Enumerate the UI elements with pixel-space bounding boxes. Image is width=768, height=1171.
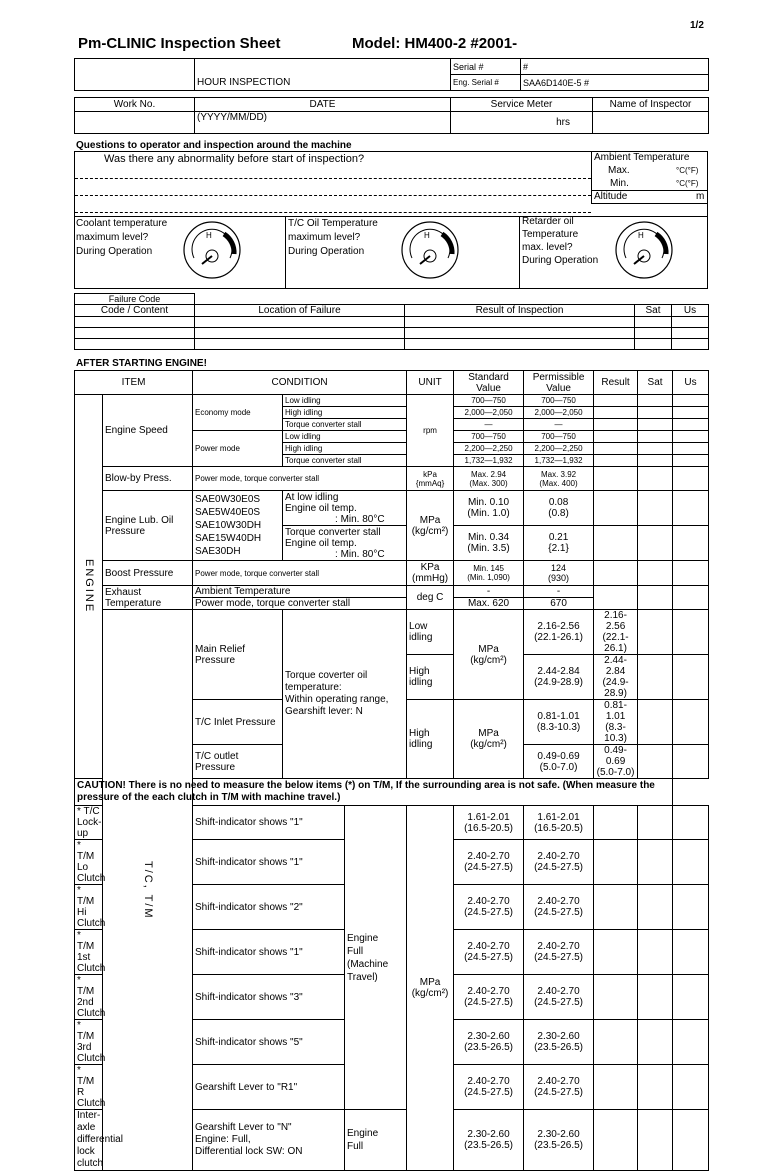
clutch-perm: 2.30-2.60 (23.5-26.5) (524, 1020, 594, 1065)
clutch-perm: 2.40-2.70 (24.5-27.5) (524, 1065, 594, 1110)
altitude-label: Altitude (594, 191, 628, 202)
economy-mode-label: Economy mode (193, 395, 283, 431)
lub-unit: MPa (kg/cm²) (407, 491, 454, 561)
clutch-condition: Shift-indicator shows "5" (193, 1020, 345, 1065)
mr-unit: MPa (kg/cm²) (454, 610, 524, 700)
inspector-field[interactable] (593, 112, 709, 134)
clutch-unit: MPa (kg/cm²) (407, 806, 454, 1171)
high-idling-label: High idling (283, 443, 407, 455)
result-cell[interactable] (594, 443, 638, 455)
sat-cell[interactable] (638, 431, 673, 443)
result-col-header: Result (594, 371, 638, 395)
exhaust-std: Max. 620 (454, 598, 524, 610)
ambient-label: Ambient Temperature (594, 152, 690, 163)
inspector-header: Name of Inspector (593, 98, 709, 112)
sat-cell[interactable] (638, 885, 673, 930)
us-cell[interactable] (673, 419, 709, 431)
us-cell[interactable] (673, 1065, 709, 1110)
clutch-perm: 2.40-2.70 (24.5-27.5) (524, 930, 594, 975)
clutch-std: 2.40-2.70 (24.5-27.5) (454, 840, 524, 885)
gauge-row-top (74, 216, 708, 217)
blowby-item: Blow-by Press. (103, 467, 193, 491)
power-mode-label: Power mode (193, 431, 283, 467)
coolant-question: Coolant temperature maximum level? During Operation (76, 218, 168, 257)
sat-cell[interactable] (673, 655, 709, 700)
exhaust-perm-ambient: - (524, 586, 594, 598)
sat-cell[interactable] (638, 455, 673, 467)
location-header: Location of Failure (195, 305, 405, 317)
interaxle-std: 2.30-2.60 (23.5-26.5) (454, 1110, 524, 1171)
low-idling-label: Low idling (283, 395, 407, 407)
high-idling-label: High idling (283, 407, 407, 419)
us-header: Us (672, 305, 709, 317)
result-cell[interactable] (594, 467, 638, 491)
mr-std-high: 2.44-2.84 (24.9-28.9) (524, 655, 594, 700)
result-cell[interactable] (594, 455, 638, 467)
us-cell[interactable] (673, 975, 709, 1020)
us-col-header: Us (673, 371, 709, 395)
sat-header: Sat (635, 305, 672, 317)
answer-line (75, 178, 591, 179)
standard-header: Standard Value (454, 371, 524, 395)
sat-cell[interactable] (638, 840, 673, 885)
condition-header: CONDITION (193, 371, 407, 395)
us-cell[interactable] (673, 840, 709, 885)
blowby-unit: kPa {mmAq} (407, 467, 454, 491)
exhaust-cond-ambient: Ambient Temperature (193, 586, 407, 598)
us-cell[interactable] (673, 491, 709, 526)
result-cell[interactable] (638, 610, 673, 655)
sat-cell[interactable] (638, 975, 673, 1020)
work-no-field[interactable] (75, 112, 195, 134)
sat-cell[interactable] (638, 930, 673, 975)
after-heading: AFTER STARTING ENGINE! (76, 358, 207, 369)
result-cell[interactable] (594, 1110, 638, 1171)
answer-line (75, 212, 591, 213)
result-cell[interactable] (638, 655, 673, 700)
main-relief-item: Main Relief Pressure (193, 610, 283, 700)
work-table (74, 97, 709, 134)
sat-cell[interactable] (638, 1110, 673, 1171)
speed-perm: 2,200—2,250 (524, 443, 594, 455)
us-cell[interactable] (673, 443, 709, 455)
result-cell[interactable] (594, 840, 638, 885)
blowby-std: Max. 2.94 (Max. 300) (454, 467, 524, 491)
coolant-gauge-icon[interactable] (180, 218, 244, 282)
result-cell[interactable] (594, 885, 638, 930)
clutch-std: 1.61-2.01 (16.5-20.5) (454, 806, 524, 840)
us-cell[interactable] (673, 431, 709, 443)
result-cell[interactable] (594, 407, 638, 419)
boost-std: Min. 145 (Min. 1,090) (454, 561, 524, 586)
retarder-gauge-icon[interactable] (612, 218, 676, 282)
clutch-perm: 2.40-2.70 (24.5-27.5) (524, 840, 594, 885)
outlet-perm: 0.49-0.69 (5.0-7.0) (594, 745, 638, 779)
clutch-item: * T/M R Clutch (75, 1065, 103, 1110)
lub-std-low: Min. 0.10 (Min. 1.0) (454, 491, 524, 526)
clutch-perm: 2.40-2.70 (24.5-27.5) (524, 885, 594, 930)
failure-code-header: Failure Code (75, 294, 195, 305)
gauge-divider (519, 216, 520, 289)
clutch-item: * T/M 3rd Clutch (75, 1020, 103, 1065)
sat-cell[interactable] (638, 491, 673, 526)
result-cell[interactable] (594, 930, 638, 975)
clutch-std: 2.40-2.70 (24.5-27.5) (454, 1065, 524, 1110)
mr-perm-high: 2.44-2.84 (24.9-28.9) (594, 655, 638, 700)
max-label: Max. (608, 165, 630, 176)
lub-cond-low: At low idling Engine oil temp. : Min. 80°C (283, 491, 407, 526)
speed-perm: — (524, 419, 594, 431)
speed-perm: 700—750 (524, 395, 594, 407)
svg-text:H: H (424, 231, 430, 240)
result-cell[interactable] (638, 745, 673, 779)
table-row (75, 339, 709, 350)
low-idling-label: Low idling (283, 431, 407, 443)
inlet-perm: 0.81-1.01 (8.3-10.3) (594, 700, 638, 745)
us-cell[interactable] (673, 1110, 709, 1171)
engine-full-machine-travel: Engine Full (Machine Travel) (345, 806, 407, 1110)
tc-oil-gauge-icon[interactable] (398, 218, 462, 282)
blowby-perm: Max. 3.92 (Max. 400) (524, 467, 594, 491)
tc-outlet-item: T/C outlet Pressure (193, 745, 283, 779)
clutch-item: * T/C Lock-up (75, 806, 103, 840)
clutch-item: * T/M Lo Clutch (75, 840, 103, 885)
serial-label: Serial # (451, 59, 521, 75)
item-header: ITEM (75, 371, 193, 395)
us-cell[interactable] (673, 885, 709, 930)
table-row (75, 317, 709, 328)
result-cell[interactable] (594, 975, 638, 1020)
max-unit: °C(°F) (676, 166, 699, 175)
clutch-std: 2.40-2.70 (24.5-27.5) (454, 930, 524, 975)
mr-std-low: 2.16-2.56 (22.1-26.1) (524, 610, 594, 655)
result-cell[interactable] (594, 419, 638, 431)
torque-stall-label: Torque converter stall (283, 455, 407, 467)
caution-note: CAUTION! There is no need to measure the below items (*) on T/M, If the surrounding area is not safe. (When measure the pressure of the each clutch in T/M with machine travel.) (75, 779, 673, 806)
interaxle-condition: Gearshift Lever to "N" Engine: Full, Differential lock SW: ON (193, 1110, 345, 1171)
abnormality-question: Was there any abnormality before start of inspection? (104, 153, 365, 165)
boost-perm: 124 (930) (524, 561, 594, 586)
speed-perm: 1,732—1,932 (524, 455, 594, 467)
interaxle-perm: 2.30-2.60 (23.5-26.5) (524, 1110, 594, 1171)
clutch-perm: 2.40-2.70 (24.5-27.5) (524, 975, 594, 1020)
page-title: Pm-CLINIC Inspection Sheet (78, 35, 281, 52)
table-row (75, 328, 709, 339)
speed-std: 2,200—2,250 (454, 443, 524, 455)
work-no-header: Work No. (75, 98, 195, 112)
result-cell[interactable] (594, 1065, 638, 1110)
page-number: 1/2 (690, 20, 704, 31)
us-cell[interactable] (673, 806, 709, 840)
lub-std-stall: Min. 0.34 (Min. 3.5) (454, 526, 524, 561)
questions-heading: Questions to operator and inspection around the machine (76, 140, 352, 151)
result-cell[interactable] (594, 491, 638, 526)
sat-cell[interactable] (638, 1065, 673, 1110)
ambient-divider (591, 190, 708, 191)
logo-cell (75, 59, 195, 91)
svg-text:H: H (638, 231, 644, 240)
retarder-question: Retarder oil Temperature max. level? During Operation (522, 216, 599, 266)
tc-unit: MPa (kg/cm²) (454, 700, 524, 779)
result-cell[interactable] (594, 806, 638, 840)
torque-stall-label: Torque converter stall (283, 419, 407, 431)
rpm-unit: rpm (407, 395, 454, 467)
sat-cell[interactable] (638, 806, 673, 840)
clutch-condition: Shift-indicator shows "1" (193, 806, 345, 840)
result-cell[interactable] (594, 526, 638, 561)
engine-speed-item: Engine Speed (103, 395, 193, 467)
sat-cell[interactable] (638, 467, 673, 491)
sat-cell[interactable] (638, 419, 673, 431)
sat-cell[interactable] (638, 407, 673, 419)
gauge-divider (285, 216, 286, 289)
unit-header: UNIT (407, 371, 454, 395)
eng-serial-field[interactable]: SAA6D140E-5 # (521, 75, 709, 91)
us-cell[interactable] (673, 455, 709, 467)
eng-serial-label: Eng. Serial # (451, 75, 521, 91)
clutch-item: * T/M Hi Clutch (75, 885, 103, 930)
sat-cell[interactable] (673, 610, 709, 655)
engine-section-label: ENGINE (75, 395, 103, 779)
code-content-header: Code / Content (75, 305, 195, 317)
us-cell[interactable] (673, 407, 709, 419)
speed-perm: 700—750 (524, 431, 594, 443)
speed-std: 1,732—1,932 (454, 455, 524, 467)
boost-item: Boost Pressure (103, 561, 193, 586)
sat-cell[interactable] (638, 526, 673, 561)
blowby-condition: Power mode, torque converter stall (193, 467, 407, 491)
serial-field[interactable]: # (521, 59, 709, 75)
clutch-item: * T/M 1st Clutch (75, 930, 103, 975)
mr-low-idling: Low idling (407, 610, 454, 655)
clutch-condition: Shift-indicator shows "1" (193, 840, 345, 885)
date-field[interactable]: (YYYY/MM/DD) (195, 112, 451, 134)
failure-table (74, 293, 709, 350)
us-cell[interactable] (673, 526, 709, 561)
tc-condition: Torque coverter oil temperature: Within operating range, Gearshift lever: N (283, 610, 407, 779)
speed-std: 2,000—2,050 (454, 407, 524, 419)
tc-oil-question: T/C Oil Temperature maximum level? During Operation (288, 218, 378, 257)
clutch-condition: Shift-indicator shows "1" (193, 930, 345, 975)
us-cell[interactable] (673, 561, 709, 586)
boost-unit: KPa (mmHg) (407, 561, 454, 586)
sat-cell[interactable] (638, 1020, 673, 1065)
mr-perm-low: 2.16-2.56 (22.1-26.1) (594, 610, 638, 655)
result-cell[interactable] (594, 431, 638, 443)
result-cell[interactable] (594, 1020, 638, 1065)
sat-cell[interactable] (673, 700, 709, 745)
model-title: Model: HM400-2 #2001- (352, 35, 518, 52)
lub-perm-stall: 0.21 {2.1} (524, 526, 594, 561)
us-cell[interactable] (673, 1020, 709, 1065)
altitude-unit: m (696, 191, 705, 202)
clutch-std: 2.30-2.60 (23.5-26.5) (454, 1020, 524, 1065)
svg-text:H: H (206, 231, 212, 240)
header-table (74, 58, 709, 91)
failure-blank (195, 294, 709, 305)
answer-line (75, 195, 591, 196)
exhaust-perm: 670 (524, 598, 594, 610)
sat-cell[interactable] (673, 745, 709, 779)
clutch-condition: Shift-indicator shows "2" (193, 885, 345, 930)
permissible-header: Permissible Value (524, 371, 594, 395)
result-cell[interactable] (594, 586, 638, 610)
oil-grades: SAE0W30E0S SAE5W40E0S SAE10W30DH SAE15W40DH SAE30DH (193, 491, 283, 561)
exhaust-std-ambient: - (454, 586, 524, 598)
sat-cell[interactable] (638, 395, 673, 407)
result-header: Result of Inspection (405, 305, 635, 317)
us-cell[interactable] (673, 395, 709, 407)
clutch-std: 2.40-2.70 (24.5-27.5) (454, 885, 524, 930)
min-label: Min. (610, 178, 629, 189)
speed-std: — (454, 419, 524, 431)
clutch-perm: 1.61-2.01 (16.5-20.5) (524, 806, 594, 840)
result-cell[interactable] (594, 561, 638, 586)
exhaust-item: Exhaust Temperature (103, 586, 193, 610)
result-cell[interactable] (638, 700, 673, 745)
lub-perm-low: 0.08 (0.8) (524, 491, 594, 526)
interaxle-engine-full: Engine Full (345, 1110, 407, 1171)
tc-inlet-item: T/C Inlet Pressure (193, 700, 283, 745)
speed-std: 700—750 (454, 431, 524, 443)
us-cell[interactable] (673, 467, 709, 491)
clutch-item: * T/M 2nd Clutch (75, 975, 103, 1020)
hour-inspection: HOUR INSPECTION (195, 59, 451, 91)
tc-high-idling: High idling (407, 700, 454, 779)
engine-table (74, 370, 709, 1171)
boost-condition: Power mode, torque converter stall (193, 561, 407, 586)
sat-cell[interactable] (638, 586, 673, 610)
us-cell[interactable] (673, 930, 709, 975)
sat-col-header: Sat (638, 371, 673, 395)
exhaust-cond-power: Power mode, torque converter stall (193, 598, 407, 610)
date-header: DATE (195, 98, 451, 112)
min-unit: °C(°F) (676, 179, 699, 188)
interaxle-item: Inter-axle differential lock clutch (75, 1110, 103, 1171)
sat-cell[interactable] (638, 443, 673, 455)
lub-oil-item: Engine Lub. Oil Pressure (103, 491, 193, 561)
service-meter-header: Service Meter (451, 98, 593, 112)
tc-section-label: T/C, T/M (103, 610, 193, 1171)
sat-cell[interactable] (638, 561, 673, 586)
speed-perm: 2,000—2,050 (524, 407, 594, 419)
speed-std: 700—750 (454, 395, 524, 407)
result-cell[interactable] (594, 395, 638, 407)
clutch-std: 2.40-2.70 (24.5-27.5) (454, 975, 524, 1020)
mr-high-idling: High idling (407, 655, 454, 700)
exhaust-unit: deg C (407, 586, 454, 610)
lub-cond-stall: Torque converter stall Engine oil temp. : Min. 80°C (283, 526, 407, 561)
outlet-std: 0.49-0.69 (5.0-7.0) (524, 745, 594, 779)
service-meter-field[interactable]: hrs (451, 112, 593, 134)
us-cell[interactable] (673, 586, 709, 610)
clutch-condition: Shift-indicator shows "3" (193, 975, 345, 1020)
inlet-std: 0.81-1.01 (8.3-10.3) (524, 700, 594, 745)
clutch-condition: Gearshift Lever to "R1" (193, 1065, 345, 1110)
